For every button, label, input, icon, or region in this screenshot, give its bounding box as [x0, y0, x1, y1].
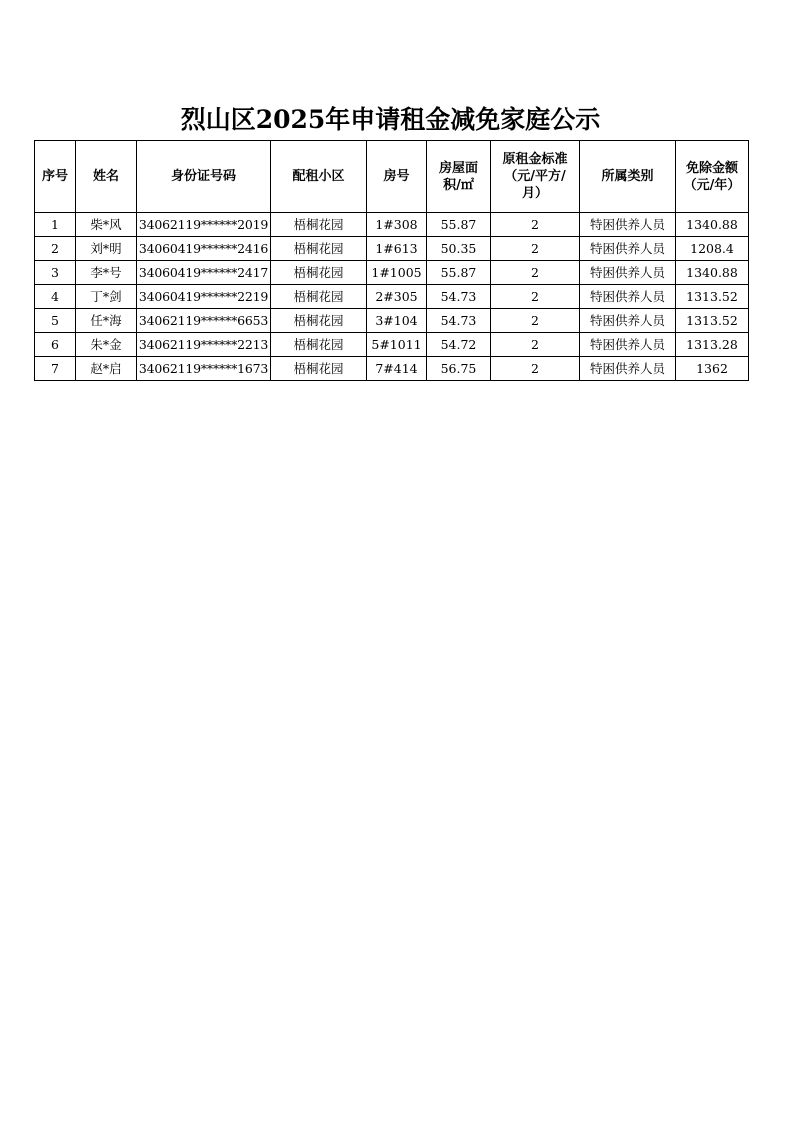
header-area: 房屋面积/㎡ — [427, 141, 491, 213]
cell-id-number: 34060419******2219 — [137, 285, 271, 309]
cell-category: 特困供养人员 — [580, 357, 676, 381]
cell-rent-standard: 2 — [491, 309, 580, 333]
cell-room: 5#1011 — [367, 333, 427, 357]
header-room: 房号 — [367, 141, 427, 213]
cell-category: 特困供养人员 — [580, 333, 676, 357]
page-title: 烈山区2025年申请租金减免家庭公示 — [180, 105, 601, 134]
cell-area: 54.73 — [427, 285, 491, 309]
cell-rent-standard: 2 — [491, 357, 580, 381]
header-name: 姓名 — [76, 141, 137, 213]
cell-rent-standard: 2 — [491, 261, 580, 285]
table-row — [35, 237, 749, 261]
cell-area: 50.35 — [427, 237, 491, 261]
cell-room: 7#414 — [367, 357, 427, 381]
cell-seq: 1 — [35, 213, 76, 237]
cell-community: 梧桐花园 — [271, 357, 367, 381]
cell-exemption: 1313.52 — [676, 285, 749, 309]
rent-exemption-table — [34, 140, 749, 381]
cell-name: 丁*剑 — [76, 285, 137, 309]
cell-id-number: 34060419******2416 — [137, 237, 271, 261]
cell-exemption: 1340.88 — [676, 213, 749, 237]
cell-id-number: 34062119******2019 — [137, 213, 271, 237]
table-row — [35, 309, 749, 333]
header-id-number: 身份证号码 — [137, 141, 271, 213]
cell-name: 李*号 — [76, 261, 137, 285]
cell-community: 梧桐花园 — [271, 261, 367, 285]
cell-room: 2#305 — [367, 285, 427, 309]
header-seq: 序号 — [35, 141, 76, 213]
cell-area: 56.75 — [427, 357, 491, 381]
header-community: 配租小区 — [271, 141, 367, 213]
cell-name: 刘*明 — [76, 237, 137, 261]
cell-id-number: 34062119******1673 — [137, 357, 271, 381]
cell-rent-standard: 2 — [491, 237, 580, 261]
cell-category: 特困供养人员 — [580, 261, 676, 285]
cell-id-number: 34062119******6653 — [137, 309, 271, 333]
cell-category: 特困供养人员 — [580, 213, 676, 237]
cell-category: 特困供养人员 — [580, 285, 676, 309]
cell-seq: 3 — [35, 261, 76, 285]
cell-category: 特困供养人员 — [580, 309, 676, 333]
table-row — [35, 357, 749, 381]
cell-rent-standard: 2 — [491, 285, 580, 309]
cell-community: 梧桐花园 — [271, 213, 367, 237]
cell-name: 朱*金 — [76, 333, 137, 357]
cell-area: 54.72 — [427, 333, 491, 357]
cell-name: 赵*启 — [76, 357, 137, 381]
table-row — [35, 213, 749, 237]
cell-id-number: 34062119******2213 — [137, 333, 271, 357]
cell-rent-standard: 2 — [491, 213, 580, 237]
cell-seq: 5 — [35, 309, 76, 333]
header-category: 所属类别 — [580, 141, 676, 213]
cell-room: 3#104 — [367, 309, 427, 333]
table-header-row — [35, 141, 749, 213]
cell-room: 1#613 — [367, 237, 427, 261]
header-exemption: 免除金额（元/年） — [676, 141, 749, 213]
cell-room: 1#308 — [367, 213, 427, 237]
cell-community: 梧桐花园 — [271, 285, 367, 309]
cell-area: 54.73 — [427, 309, 491, 333]
cell-community: 梧桐花园 — [271, 333, 367, 357]
cell-area: 55.87 — [427, 213, 491, 237]
cell-room: 1#1005 — [367, 261, 427, 285]
cell-exemption: 1362 — [676, 357, 749, 381]
cell-rent-standard: 2 — [491, 333, 580, 357]
cell-id-number: 34060419******2417 — [137, 261, 271, 285]
cell-exemption: 1313.28 — [676, 333, 749, 357]
cell-seq: 4 — [35, 285, 76, 309]
table-row — [35, 261, 749, 285]
table-row — [35, 333, 749, 357]
cell-seq: 7 — [35, 357, 76, 381]
cell-name: 任*海 — [76, 309, 137, 333]
cell-exemption: 1208.4 — [676, 237, 749, 261]
cell-community: 梧桐花园 — [271, 309, 367, 333]
cell-category: 特困供养人员 — [580, 237, 676, 261]
cell-community: 梧桐花园 — [271, 237, 367, 261]
cell-seq: 6 — [35, 333, 76, 357]
cell-area: 55.87 — [427, 261, 491, 285]
cell-seq: 2 — [35, 237, 76, 261]
header-rent-standard: 原租金标准（元/平方/月） — [491, 141, 580, 213]
cell-exemption: 1340.88 — [676, 261, 749, 285]
table-row — [35, 285, 749, 309]
cell-exemption: 1313.52 — [676, 309, 749, 333]
cell-name: 柴*风 — [76, 213, 137, 237]
